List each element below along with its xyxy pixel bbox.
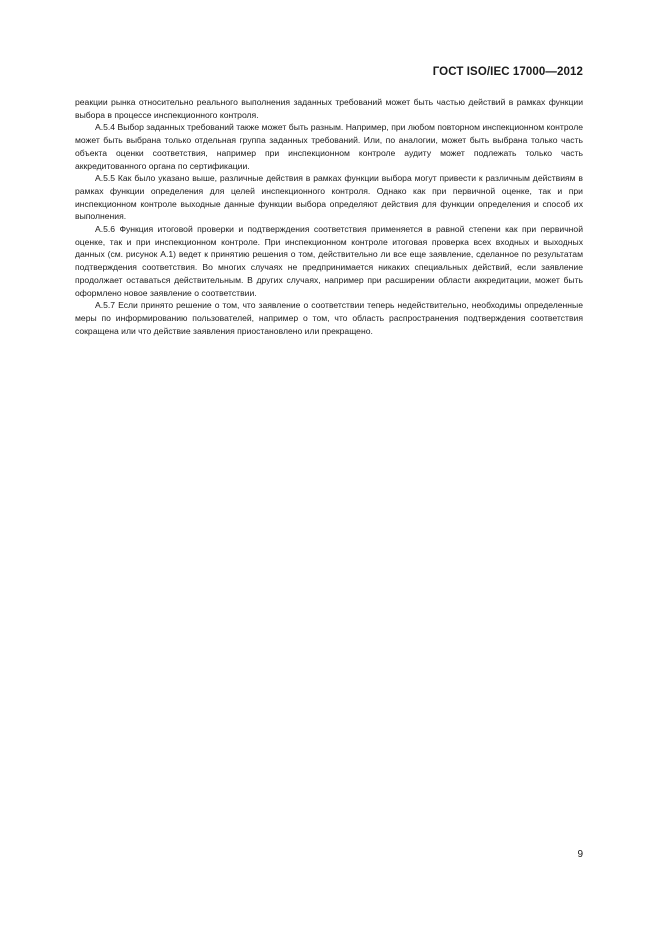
page-number: 9	[577, 849, 583, 860]
paragraph-a-5-5: А.5.5 Как было указано выше, различные действия в рамках функции выбора могут привести к различным действиям в рамках функции определения для целей инспекционного контроля. Однако как при первичной оценке, так и при инспекционном контроле выходные данные функции выбора определяют действия для функции определения и способ их выполнения.	[75, 173, 583, 222]
page-header-standard: ГОСТ ISO/IEC 17000—2012	[432, 66, 583, 78]
paragraph-a-5-7: А.5.7 Если принято решение о том, что заявление о соответствии теперь недействительно, необходимы определенные меры по информированию пользователей, например о том, что область распространения подтверждения соответствия сокращена или что действие заявления приостановлено или прекращено.	[75, 300, 583, 336]
paragraph-a-5-6: А.5.6 Функция итоговой проверки и подтверждения соответствия применяется в равной степени как при первичной оценке, так и при инспекционном контроле. При инспекционном контроле итоговая проверка всех входных и выходных данных (см. рисунок А.1) ведет к принятию решения о том, действительно ли все еще заявление, сделанное по результатам подтверждения соответствия. Во многих случаях не предпринимается никаких специальных действий, если заявление продолжает оставаться действительным. В других случаях, например при расширении области аккредитации, может быть оформлено новое заявление о соответствии.	[75, 224, 583, 298]
document-body	[75, 96, 583, 337]
paragraph-a-5-4: А.5.4 Выбор заданных требований также может быть разным. Например, при любом повторном инспекционном контроле может быть выбрана только отдельная группа заданных требований. Или, по аналогии, может быть выбрана только часть объекта оценки соответствия, например при инспекционном контроле аудиту может подлежать только часть аккредитованного органа по сертификации.	[75, 122, 583, 171]
paragraph-continuation: реакции рынка относительно реального выполнения заданных требований может быть частью действий в рамках функции выбора в процессе инспекционного контроля.	[75, 97, 583, 120]
